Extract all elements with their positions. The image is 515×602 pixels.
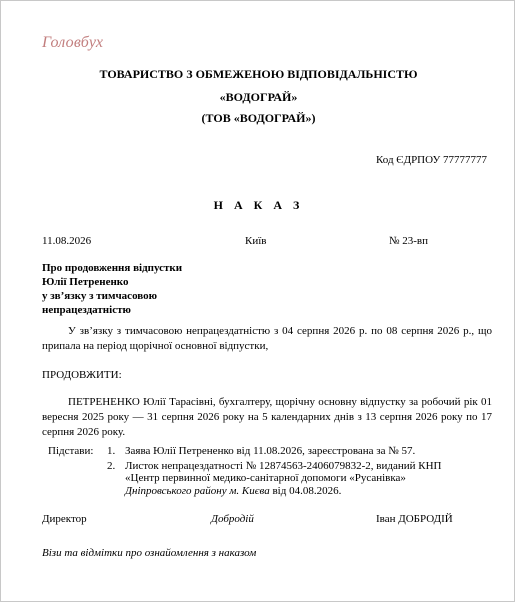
subject-line: непрацездатністю: [42, 304, 131, 316]
basis-item-text: Листок непрацездатності № 12874563-2406079832-2, виданий КНП: [125, 460, 442, 472]
basis-item-number: 2.: [107, 460, 116, 472]
logo-watermark: Головбух: [42, 34, 104, 51]
basis-label: Підстави:: [48, 445, 94, 457]
basis-item-text: «Центр первинної медико-санітарної допомоги «Русанівка»: [125, 472, 406, 484]
basis-item-text: Заява Юлії Петрененко від 11.08.2026, зареєстрована за № 57.: [125, 445, 416, 457]
order-keyword: ПРОДОВЖИТИ:: [42, 369, 122, 381]
subject-line: Юлії Петрененко: [42, 276, 129, 288]
org-name-short: (ТОВ «ВОДОГРАЙ»): [201, 111, 316, 125]
signatory-name: Іван ДОБРОДІЙ: [376, 513, 453, 525]
subject-line: у зв’язку з тимчасовою: [42, 290, 158, 302]
order-subject: [42, 261, 182, 317]
order-city: Київ: [245, 235, 267, 247]
basis-item-number: 1.: [107, 445, 116, 457]
basis-item-text: [125, 485, 341, 497]
order-date: 11.08.2026: [42, 235, 92, 247]
edrpou-code: Код ЄДРПОУ 77777777: [375, 154, 487, 166]
subject-line: Про продовження відпустки: [42, 262, 183, 274]
signature: Добродій: [211, 513, 254, 525]
preamble-paragraph: У зв’язку з тимчасовою непрацездатністю з 04 серпня 2026 р. по 08 серпня 2026 р., що припала на період щорічної основної відпустки,: [42, 325, 492, 352]
order-number: № 23-вп: [389, 235, 428, 247]
org-name-line2: «ВОДОГРАЙ»: [219, 90, 298, 104]
document-title: Н А К А З: [213, 198, 304, 212]
signatory-position: Директор: [42, 513, 87, 525]
basis-item-tail: від 04.08.2026.: [269, 485, 342, 497]
basis-item-italic: Дніпровського району м. Києва: [125, 485, 270, 497]
acknowledgement-note: Візи та відмітки про ознайомлення з наказом: [42, 547, 257, 559]
order-paragraph: ПЕТРЕНЕНКО Юлії Тарасівні, бухгалтеру, щорічну основну відпустку за робочий рік 01 вересня 2025 року — 31 серпня 2026 року на 5 календарних днів з 13 серпня 2026 року по 17 серпня 2026 року.: [42, 396, 492, 438]
org-name-line1: ТОВАРИСТВО З ОБМЕЖЕНОЮ ВІДПОВІДАЛЬНІСТЮ: [99, 67, 418, 81]
